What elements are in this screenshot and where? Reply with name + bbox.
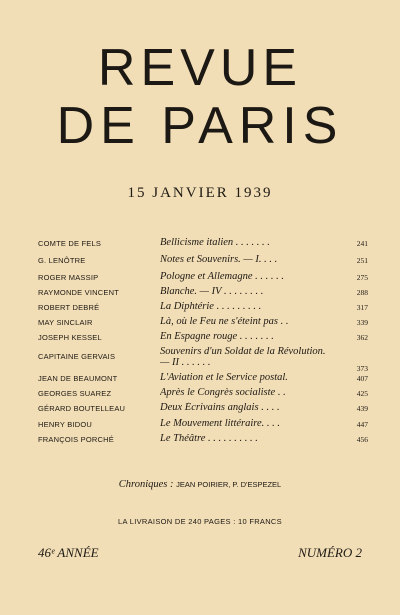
chroniques-line [0,479,400,490]
toc-row [0,316,400,330]
toc-author: G. LENÔTRE [38,256,86,265]
year-volume: 46ᵉ ANNÉE [38,545,99,560]
toc-page-number: 288 [356,288,368,297]
toc-page-number: 339 [356,318,368,327]
toc-title: Souvenirs d'un Soldat de la Révolution. — II . . . . . . [160,346,326,368]
toc-row [0,286,400,300]
toc-title: Après le Congrès socialiste . . [160,387,286,398]
toc-title: Le Théâtre . . . . . . . . . . [160,433,258,444]
toc-row [0,271,400,285]
toc-author: JOSEPH KESSEL [38,333,102,342]
toc-author: CAPITAINE GERVAIS [38,352,116,361]
toc-title: Notes et Souvenirs. — I. . . . [160,254,278,265]
toc-row [0,418,400,432]
chroniques-label: Chroniques : [118,479,174,490]
toc-row [0,433,400,447]
toc-row [0,237,400,251]
toc-page-number: 407 [356,374,368,383]
toc-row [0,301,400,315]
toc-page-number: 447 [356,420,368,429]
toc-author: GÉRARD BOUTELLEAU [38,404,126,413]
toc-author: COMTE DE FELS [38,239,102,248]
toc-author: ROGER MASSIP [38,273,99,282]
toc-row [0,387,400,401]
price-line: LA LIVRAISON DE 240 PAGES : 10 FRANCS [118,517,282,526]
toc-author: GEORGES SUAREZ [38,389,112,398]
toc-title: Blanche. — IV . . . . . . . . [160,286,264,297]
journal-title-line1: REVUE [97,39,303,97]
toc-title: En Espagne rouge . . . . . . . [160,331,274,342]
toc-page-number: 241 [356,239,368,248]
toc-page-number: 317 [356,303,368,312]
toc-title: Deux Écrivains anglais . . . . [160,402,280,413]
toc-author: FRANÇOIS PORCHÉ [38,435,114,444]
toc-page-number: 251 [356,256,368,265]
toc-page-number: 425 [356,389,368,398]
toc-title: L'Aviation et le Service postal. [160,372,288,383]
toc-row [0,346,400,373]
toc-author: JEAN DE BEAUMONT [38,374,118,383]
toc-title: La Diphtérie . . . . . . . . . [160,301,262,312]
toc-row [0,402,400,416]
journal-title-line2: DE PARIS [56,97,344,155]
toc-row [0,372,400,386]
issue-date: 15 JANVIER 1939 [127,185,273,201]
toc-page-number: 362 [356,333,368,342]
toc-page-number: 373 [356,364,368,373]
toc-row [0,331,400,345]
toc-title: Pologne et Allemagne . . . . . . [160,271,285,282]
chroniques-names: JEAN POIRIER, P. D'ESPEZEL [176,480,282,489]
toc-author: HENRY BIDOU [38,420,93,429]
toc-author: MAY SINCLAIR [38,318,93,327]
toc-author: ROBERT DEBRÉ [38,303,100,312]
toc-title: Là, où le Feu ne s'éteint pas . . [160,316,289,327]
toc-row [0,254,400,268]
toc-title: Bellicisme italien . . . . . . . [160,237,270,248]
toc-author: RAYMONDE VINCENT [38,288,119,297]
toc-title: Le Mouvement littéraire. . . . [160,418,281,429]
issue-number: NUMÉRO 2 [298,545,362,560]
toc-page-number: 275 [356,273,368,282]
toc-page-number: 456 [356,435,368,444]
toc-page-number: 439 [356,404,368,413]
